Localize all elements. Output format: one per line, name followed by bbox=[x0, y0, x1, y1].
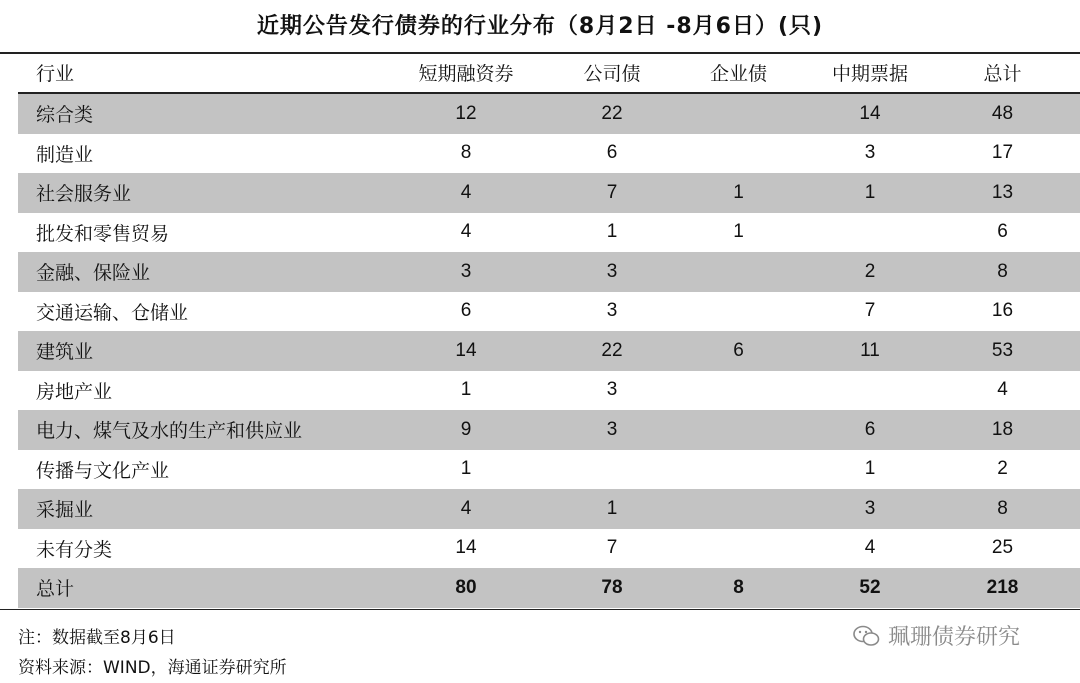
table-row bbox=[18, 529, 1080, 569]
row-label: 制造业 bbox=[36, 143, 94, 166]
table-cell: 3 bbox=[562, 252, 662, 292]
table-cell: 18 bbox=[925, 410, 1080, 450]
table-cell: 4 bbox=[864, 537, 876, 559]
table-cell bbox=[562, 450, 662, 490]
table-cell: 4 bbox=[370, 173, 562, 213]
table-row bbox=[18, 213, 1080, 253]
row-label: 金融、保险业 bbox=[18, 252, 370, 292]
row-label: 批发和零售贸易 bbox=[36, 222, 170, 245]
row-label: 总计 bbox=[18, 568, 370, 608]
row-label: 采掘业 bbox=[18, 489, 370, 529]
watermark-text: 珮珊债券研究 bbox=[888, 625, 1021, 650]
table-cell: 1 bbox=[460, 379, 472, 401]
column-header: 中期票据 bbox=[815, 52, 925, 93]
row-label: 传播与文化产业 bbox=[36, 459, 170, 482]
row-label: 电力、煤气及水的生产和供应业 bbox=[18, 410, 370, 450]
table-cell: 1 bbox=[662, 173, 815, 213]
table-cell: 7 bbox=[606, 537, 618, 559]
table-cell: 13 bbox=[925, 173, 1080, 213]
table-row bbox=[18, 331, 1080, 371]
table-cell: 8 bbox=[460, 142, 472, 164]
table-cell: 6 bbox=[662, 331, 815, 371]
table-cell: 3 bbox=[562, 410, 662, 450]
table-cell: 14 bbox=[815, 93, 925, 134]
table-cell: 14 bbox=[370, 331, 562, 371]
column-header: 企业债 bbox=[662, 52, 815, 93]
footnote: 注：数据截至8月6日 bbox=[18, 628, 176, 648]
table-cell: 48 bbox=[925, 93, 1080, 134]
table-cell bbox=[662, 529, 815, 569]
column-header: 公司债 bbox=[562, 52, 662, 93]
table-row bbox=[18, 371, 1080, 411]
table-cell: 4 bbox=[460, 221, 472, 243]
table-cell: 7 bbox=[562, 173, 662, 213]
table-cell: 1 bbox=[815, 173, 925, 213]
table-cell: 16 bbox=[991, 300, 1014, 322]
table-cell bbox=[815, 213, 925, 253]
table-cell: 6 bbox=[815, 410, 925, 450]
table-cell: 78 bbox=[562, 568, 662, 608]
table-row bbox=[18, 134, 1080, 174]
table-cell bbox=[815, 371, 925, 411]
table-cell bbox=[662, 450, 815, 490]
wechat-icon bbox=[852, 624, 880, 648]
table-cell bbox=[662, 292, 815, 332]
table-row bbox=[18, 93, 1080, 134]
table-cell bbox=[662, 252, 815, 292]
table-cell: 22 bbox=[562, 331, 662, 371]
table-cell: 1 bbox=[733, 221, 744, 243]
table-cell: 3 bbox=[606, 379, 618, 401]
table-cell: 3 bbox=[815, 489, 925, 529]
industry-distribution-table bbox=[18, 52, 1080, 608]
table-row bbox=[18, 410, 1080, 450]
table-cell: 3 bbox=[864, 142, 876, 164]
table-row bbox=[18, 450, 1080, 490]
table-cell: 1 bbox=[606, 221, 618, 243]
row-label: 交通运输、仓储业 bbox=[36, 301, 189, 324]
table-cell: 1 bbox=[460, 458, 472, 480]
table-cell: 218 bbox=[925, 568, 1080, 608]
table-cell bbox=[662, 134, 815, 174]
table-cell bbox=[662, 489, 815, 529]
table-cell bbox=[662, 371, 815, 411]
table-cell: 7 bbox=[864, 300, 876, 322]
table-cell: 8 bbox=[662, 568, 815, 608]
table-cell: 22 bbox=[562, 93, 662, 134]
table-body bbox=[18, 93, 1080, 608]
table-cell: 6 bbox=[460, 300, 472, 322]
source-note: 资料来源：WIND，海通证券研究所 bbox=[18, 658, 287, 678]
column-header: 总计 bbox=[925, 52, 1080, 93]
table-cell: 3 bbox=[606, 300, 618, 322]
table-cell: 2 bbox=[997, 458, 1008, 480]
table-cell: 8 bbox=[925, 252, 1080, 292]
table-cell: 14 bbox=[455, 537, 477, 559]
table-cell: 11 bbox=[815, 331, 925, 371]
table-cell: 53 bbox=[925, 331, 1080, 371]
table-row bbox=[18, 173, 1080, 213]
table-cell: 1 bbox=[864, 458, 876, 480]
table-cell: 8 bbox=[925, 489, 1080, 529]
table-cell: 4 bbox=[997, 379, 1008, 401]
table-row bbox=[18, 292, 1080, 332]
column-header: 短期融资券 bbox=[370, 52, 562, 93]
row-label: 未有分类 bbox=[36, 538, 113, 561]
table-cell: 80 bbox=[370, 568, 562, 608]
table-cell bbox=[662, 410, 815, 450]
watermark bbox=[852, 620, 1020, 651]
bottom-rule bbox=[0, 609, 1080, 610]
table-cell: 3 bbox=[370, 252, 562, 292]
table-cell: 6 bbox=[606, 142, 618, 164]
table-header-row bbox=[18, 52, 1080, 93]
row-label: 综合类 bbox=[18, 93, 370, 134]
table-cell: 2 bbox=[815, 252, 925, 292]
table-cell: 12 bbox=[370, 93, 562, 134]
row-label: 建筑业 bbox=[18, 331, 370, 371]
table-cell: 17 bbox=[991, 142, 1014, 164]
table-cell: 52 bbox=[815, 568, 925, 608]
table-cell: 25 bbox=[991, 537, 1014, 559]
table-cell: 9 bbox=[370, 410, 562, 450]
table-title: 近期公告发行债券的行业分布（8月2日 -8月6日）(只) bbox=[0, 0, 1080, 54]
table-row bbox=[18, 489, 1080, 529]
table-cell bbox=[662, 93, 815, 134]
total-row bbox=[18, 568, 1080, 608]
column-header: 行业 bbox=[18, 52, 370, 93]
table-cell: 4 bbox=[370, 489, 562, 529]
table-cell: 6 bbox=[997, 221, 1008, 243]
table-cell: 1 bbox=[562, 489, 662, 529]
table-row bbox=[18, 252, 1080, 292]
row-label: 社会服务业 bbox=[18, 173, 370, 213]
row-label: 房地产业 bbox=[36, 380, 113, 403]
